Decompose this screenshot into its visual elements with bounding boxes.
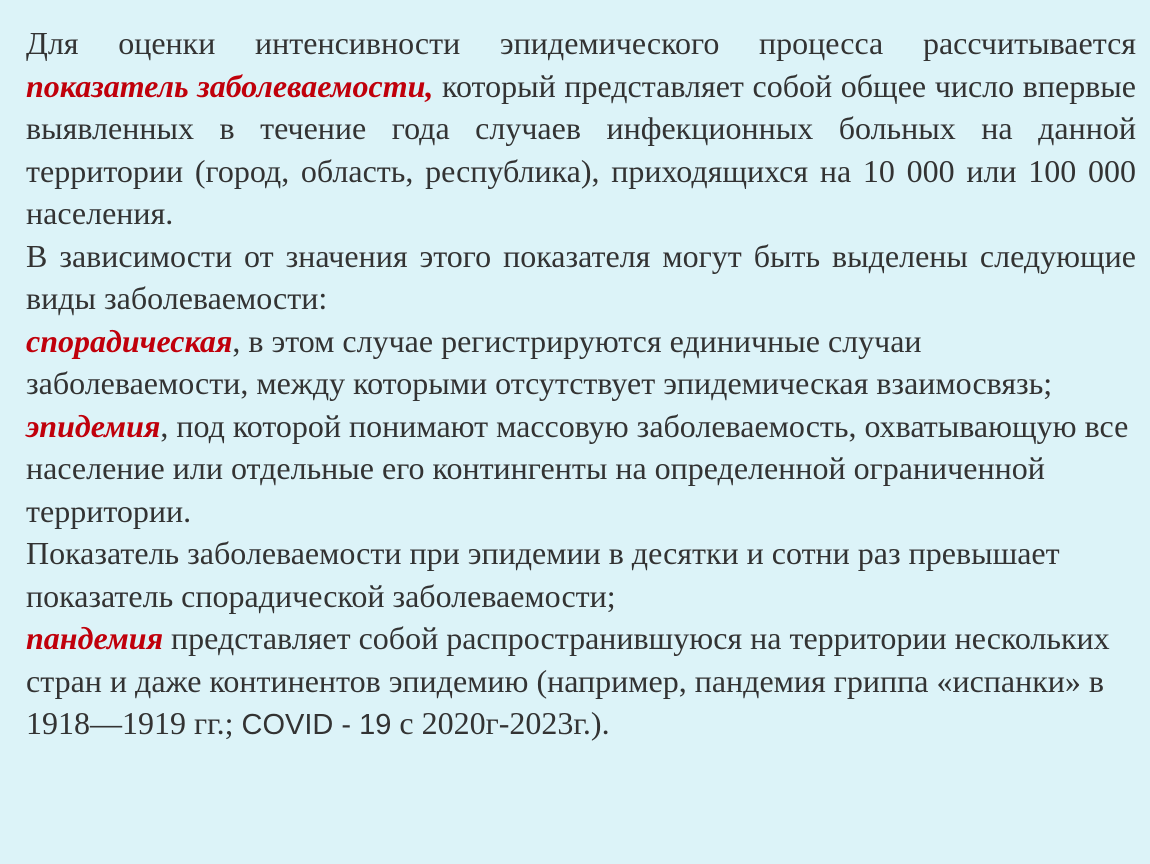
paragraph-epidemic-comparison <box>26 532 1136 617</box>
term-sporadic: спорадическая <box>26 322 233 359</box>
paragraph-types-intro <box>26 235 1136 320</box>
paragraph-pandemic <box>26 617 1136 747</box>
term-epidemic: эпидемия <box>26 407 161 444</box>
paragraph-incidence-rate <box>26 22 1136 235</box>
incidence-rate-definition: который представляет собой общее число впервые выявленных в течение года случаев инфекционных больных на данной территории (город, область, республика), приходящихся на 10 000 или 100 000 населения. <box>26 67 1137 231</box>
term-incidence-rate: показатель заболеваемости, <box>26 67 434 104</box>
epidemic-comparison-text: Показатель заболеваемости при эпидемии в десятки и сотни раз превышает показатель спорадической заболеваемости; <box>26 535 1060 614</box>
term-pandemic: пандемия <box>26 620 164 656</box>
covid-label: COVID - 19 <box>241 709 392 741</box>
pandemic-dates: с 2020г-2023г.). <box>391 705 610 741</box>
intro-text: Для оценки интенсивности эпидемического процесса рассчитывается <box>26 25 1136 61</box>
epidemic-definition: , под которой понимают массовую заболеваемость, охватывающую все население или отдельные его контингенты на определенной ограниченной территории. <box>26 407 1129 529</box>
paragraph-sporadic <box>26 320 1136 405</box>
pandemic-definition: представляет собой распространившуюся на территории нескольких стран и даже континентов эпидемию (например, пандемия гриппа «испанки» в 1918—1919 гг.; <box>26 620 1110 741</box>
types-intro-text: В зависимости от значения этого показателя могут быть выделены следующие виды заболеваемости: <box>26 237 1136 316</box>
sporadic-definition: , в этом случае регистрируются единичные случаи заболеваемости, между которыми отсутствует эпидемическая взаимосвязь; <box>26 322 1053 401</box>
paragraph-epidemic <box>26 405 1136 533</box>
